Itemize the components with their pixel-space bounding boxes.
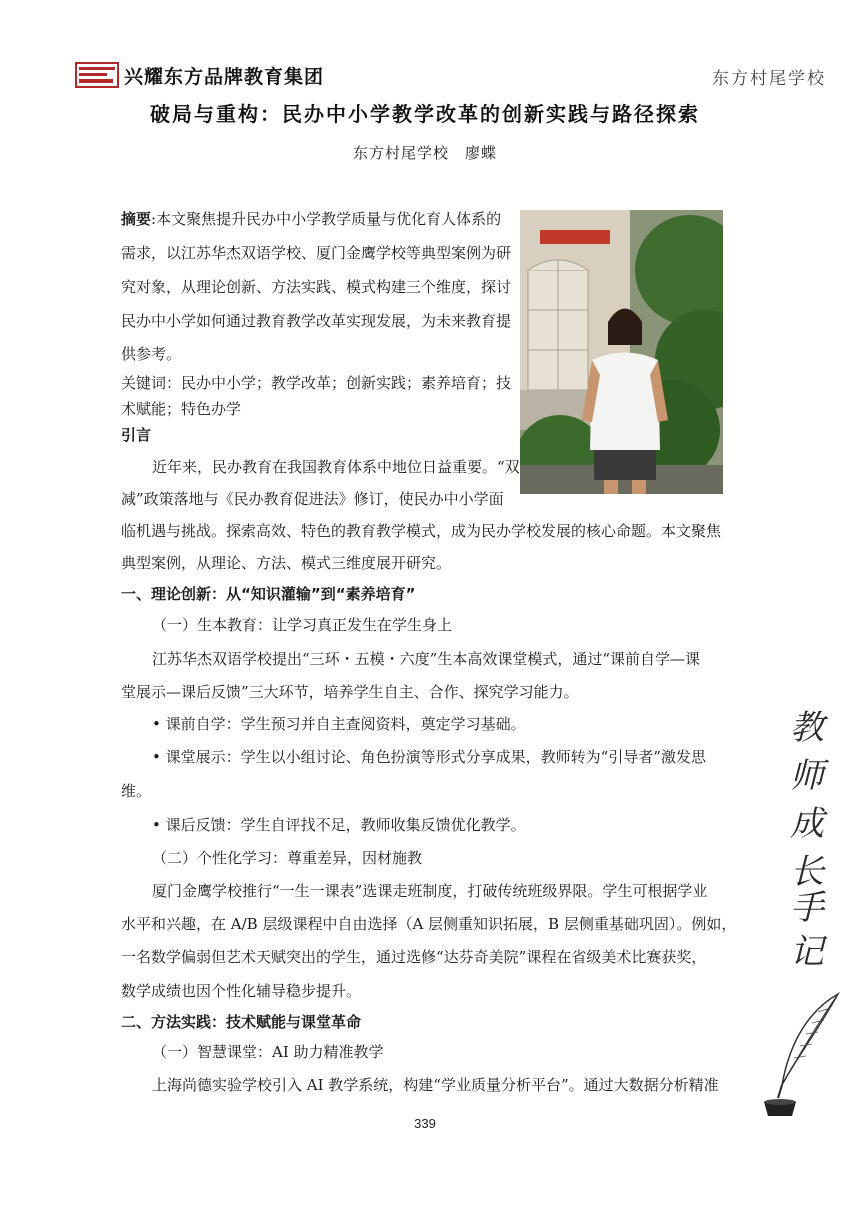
abstract-label: 摘要 xyxy=(121,210,152,228)
brand-name: 兴耀东方品牌教育集团 xyxy=(124,66,325,88)
page-number: 339 xyxy=(414,1116,436,1131)
section1-p2-line-3: 一名数学偏弱但艺术天赋突出的学生，通过选修“达芬奇美院”课程在省级美术比赛获奖， xyxy=(121,948,707,966)
section1-heading: 一、理论创新：从“知识灌输”到“素养培育” xyxy=(121,585,416,603)
bullet-item-continued: 维。 xyxy=(121,782,152,800)
side-title-char: 长 xyxy=(790,852,824,892)
intro-heading: 引言 xyxy=(121,426,152,444)
section1-p1-line-1: 江苏华杰双语学校提出“三环・五模・六度”生本高效课堂模式，通过“课前自学—课 xyxy=(152,650,701,668)
side-title-char: 师 xyxy=(790,756,824,796)
abstract-line-1: 摘要:本文聚焦提升民办中小学教学质量与优化育人体系的 xyxy=(121,210,502,228)
keywords-line-2: 术赋能；特色办学 xyxy=(121,400,242,418)
author-photo xyxy=(520,210,723,494)
abstract-line-3: 究对象，从理论创新、方法实践、模式构建三个维度，探讨 xyxy=(121,278,512,296)
side-title-char: 教 xyxy=(790,708,824,748)
section1-p1-line-2: 堂展示—课后反馈”三大环节，培养学生自主、合作、探究学习能力。 xyxy=(121,683,579,701)
keywords-line-1: 关键词：民办中小学；教学改革；创新实践；素养培育；技 xyxy=(121,374,512,392)
intro-line-2: 减”政策落地与《民办教育促进法》修订，使民办中小学面 xyxy=(121,490,504,508)
section1-p2-line-2: 水平和兴趣，在 A/B 层级课程中自由选择（A 层侧重知识拓展，B 层侧重基础巩固）。例如， xyxy=(121,915,737,933)
article-author: 东方村尾学校 廖蝶 xyxy=(352,144,497,162)
abstract-line-2: 需求，以江苏华杰双语学校、厦门金鹰学校等典型案例为研 xyxy=(121,244,512,262)
section1-p2-line-1: 厦门金鹰学校推行“一生一课表”选课走班制度，打破传统班级界限。学生可根据学业 xyxy=(152,882,708,900)
abstract-line-4: 民办中小学如何通过教育教学改革实现发展，为未来教育提 xyxy=(121,312,512,330)
section2-heading: 二、方法实践：技术赋能与课堂革命 xyxy=(121,1013,362,1031)
side-title-char: 记 xyxy=(790,932,824,972)
bullet-item: • 课前自学：学生预习并自主查阅资料，奠定学习基础。 xyxy=(152,715,526,733)
quill-pen-icon xyxy=(760,990,840,1120)
header-school: 东方村尾学校 xyxy=(712,69,826,89)
intro-line-4: 典型案例，从理论、方法、模式三维度展开研究。 xyxy=(121,554,452,572)
article-title: 破局与重构：民办中小学教学改革的创新实践与路径探索 xyxy=(150,102,700,126)
intro-line-3: 临机遇与挑战。探索高效、特色的教育教学模式，成为民办学校发展的核心命题。本文聚焦 xyxy=(121,522,722,540)
abstract-line-5: 供参考。 xyxy=(121,345,182,363)
section1-sub1: （一）生本教育：让学习真正发生在学生身上 xyxy=(152,616,453,634)
bullet-item: • 课堂展示：学生以小组讨论、角色扮演等形式分享成果，教师转为“引导者”激发思 xyxy=(152,748,706,766)
section1-sub2: （二）个性化学习：尊重差异，因材施教 xyxy=(152,849,423,867)
side-title-char: 手 xyxy=(790,888,824,928)
bullet-item: • 课后反馈：学生自评找不足，教师收集反馈优化教学。 xyxy=(152,816,526,834)
brand-logo-icon xyxy=(75,62,119,88)
section2-sub1: （一）智慧课堂：AI 助力精准教学 xyxy=(152,1043,384,1061)
intro-line-1: 近年来，民办教育在我国教育体系中地位日益重要。“双 xyxy=(152,458,520,476)
section1-p2-line-4: 数学成绩也因个性化辅导稳步提升。 xyxy=(121,982,362,1000)
section2-p1-line-1: 上海尚德实验学校引入 AI 教学系统，构建“学业质量分析平台”。通过大数据分析精准 xyxy=(152,1076,719,1094)
side-title-char: 成 xyxy=(790,804,824,844)
